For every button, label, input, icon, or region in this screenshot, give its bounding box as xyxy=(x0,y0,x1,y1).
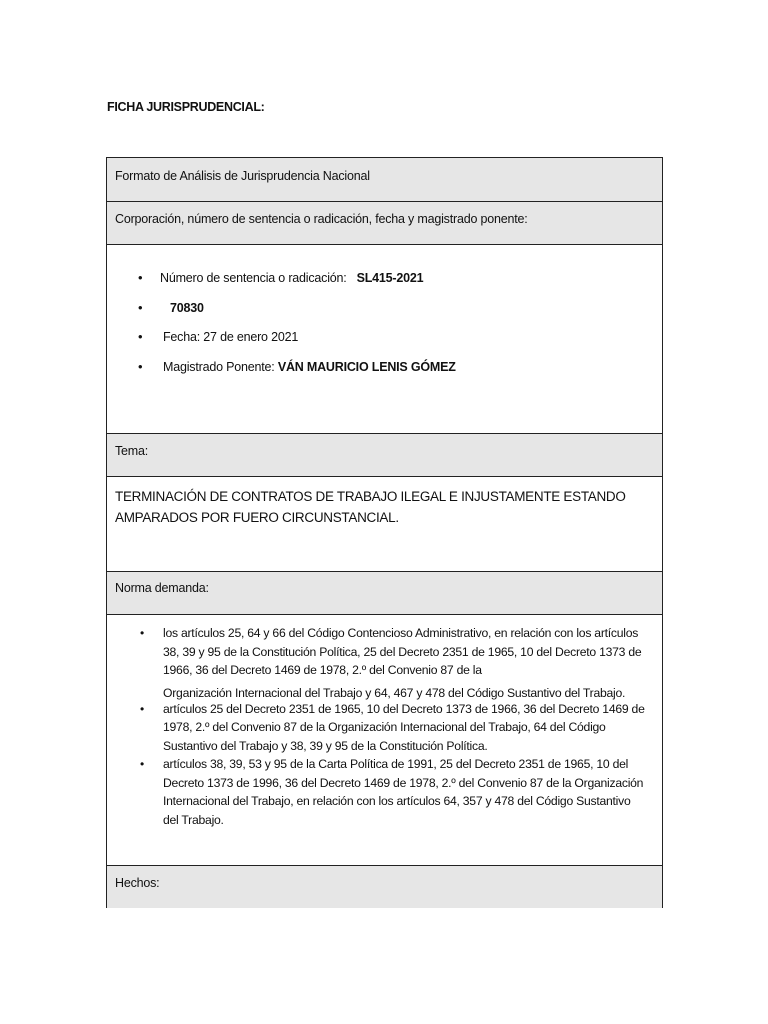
sentence-label: Número de sentencia o radicación: xyxy=(160,271,347,285)
list-item-radicacion xyxy=(107,301,662,331)
identification-list xyxy=(107,271,662,389)
radicacion-value: 70830 xyxy=(170,300,204,315)
identification-row xyxy=(107,245,662,434)
jurisprudence-table xyxy=(106,157,663,908)
list-item-sentence xyxy=(107,271,662,301)
tema-text: TERMINACIÓN DE CONTRATOS DE TRABAJO ILEGAL E INJUSTAMENTE ESTANDO AMPARADOS POR FUERO CIRCUNSTANCIAL. xyxy=(115,489,626,525)
list-item xyxy=(107,755,662,829)
list-item xyxy=(107,700,662,756)
bullet-icon: • xyxy=(138,299,143,315)
norma-header-row xyxy=(107,572,662,615)
bullet-icon: • xyxy=(140,701,144,716)
norma-item-text-continued: Organización Internacional del Trabajo y 64, 467 y 478 del Código Sustantivo del Trabajo. xyxy=(163,685,626,700)
bullet-icon: • xyxy=(140,757,144,771)
tema-label: Tema: xyxy=(115,444,149,458)
list-item-date xyxy=(107,330,662,360)
tema-body-row xyxy=(107,477,662,572)
norma-item-text: artículos 38, 39, 53 y 95 de la Carta Política de 1991, 25 del Decreto 2351 de 1965, 10 del Decreto 1373 de 1996, 36 del Decreto 1469 de 1978, 2.º del Convenio 87 de la Organización Internacional del Trabajo, en relación con los artículos 64, 357 y 478 del Código Sustantivo del Trabajo. xyxy=(163,757,644,827)
norma-item-text: artículos 25 del Decreto 2351 de 1965, 10 del Decreto 1373 de 1966, 36 del Decreto 1469 de 1978, 2.º del Convenio 87 de la Organización Internacional del Trabajo, 64 del Código Sustantivo del Trabajo y 38, 39 y 95 de la Constitución Política. xyxy=(163,701,645,753)
magistrate-value: VÁN MAURICIO LENIS GÓMEZ xyxy=(277,359,456,374)
document-title: FICHA JURISPRUDENCIAL: xyxy=(107,100,265,114)
norma-label: Norma demanda: xyxy=(115,581,209,595)
format-row xyxy=(107,158,662,202)
hechos-header-row xyxy=(107,866,662,908)
sentence-value: SL415-2021 xyxy=(356,271,424,285)
bullet-icon: • xyxy=(138,358,143,374)
norma-list xyxy=(107,624,662,829)
tema-header-row xyxy=(107,434,662,477)
list-item xyxy=(107,624,662,700)
norma-item-text: los artículos 25, 64 y 66 del Código Contencioso Administrativo, en relación con los artículos 38, 39 y 95 de la Constitución Política, 25 del Decreto 2351 de 1965, 10 del Decreto 1373 de 1966, 36 del Decreto 1469 de 1978, 2.º del Convenio 87 de la xyxy=(163,626,642,677)
norma-body-row xyxy=(107,615,662,866)
bullet-icon: • xyxy=(138,329,143,344)
magistrate-label: Magistrado Ponente: xyxy=(163,359,278,374)
corporation-label: Corporación, número de sentencia o radicación, fecha y magistrado ponente: xyxy=(115,212,528,226)
date-text: Fecha: 27 de enero 2021 xyxy=(163,330,299,344)
corporation-row xyxy=(107,202,662,245)
list-item-magistrate xyxy=(107,360,662,390)
format-label: Formato de Análisis de Jurisprudencia Nacional xyxy=(115,169,370,183)
hechos-label: Hechos: xyxy=(115,876,160,890)
bullet-icon: • xyxy=(138,270,143,285)
bullet-icon: • xyxy=(140,626,144,640)
